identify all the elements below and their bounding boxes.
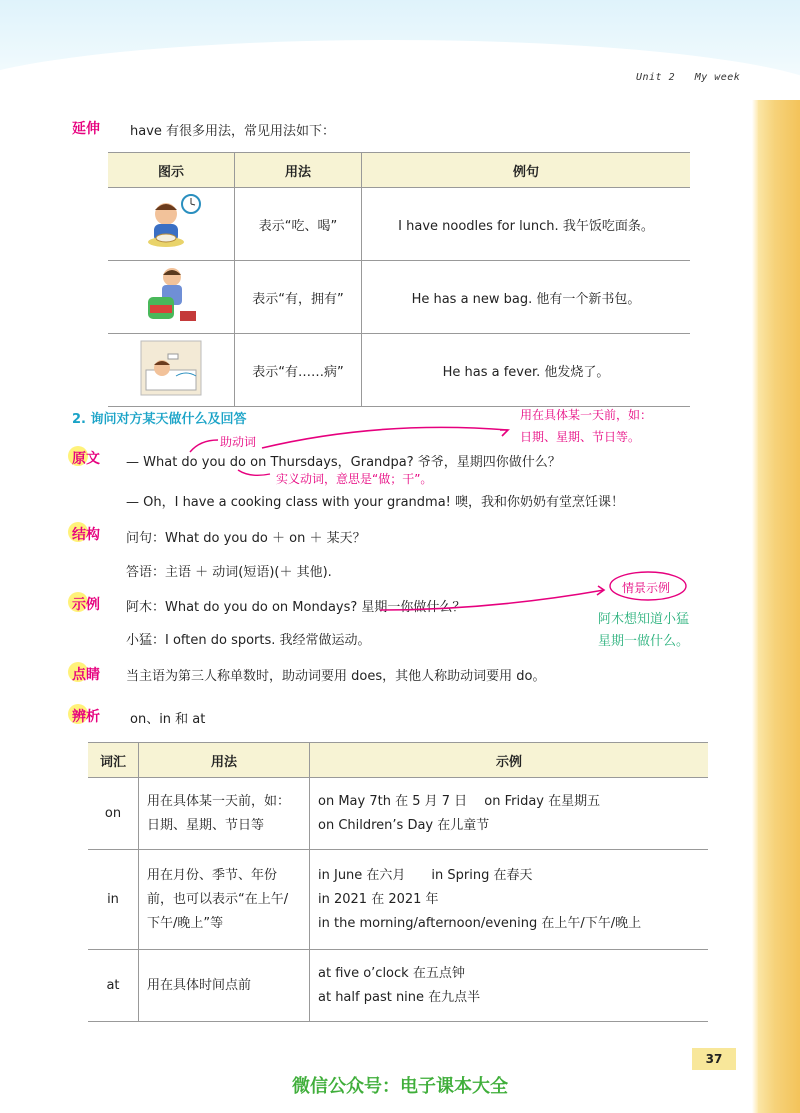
- usage-cell: 表示“吃、喝”: [235, 188, 362, 261]
- scene-note-line-1: 阿木想知道小猛: [598, 612, 690, 627]
- usage-cell: 用在月份、季节、年份前，也可以表示“在上午/下午/晚上”等: [139, 850, 310, 950]
- scene-note-line-2: 星期一做什么。: [598, 634, 690, 649]
- aux-verb-note: 助动词: [220, 435, 257, 449]
- original-tag: 原文: [72, 448, 100, 468]
- page-number: 37: [692, 1048, 736, 1070]
- word-cell: in: [88, 850, 139, 950]
- example-line: in 2021 在 2021 年: [318, 891, 439, 907]
- section-title: 2. 询问对方某天做什么及回答: [72, 412, 247, 427]
- word-cell: at: [88, 950, 139, 1022]
- example-line: on Children’s Day 在儿童节: [318, 817, 490, 833]
- scene-bubble-label: 情景示例: [622, 581, 671, 595]
- structure-question: 问句：What do you do ＋ on ＋ 某天？: [126, 531, 366, 546]
- word-cell: on: [88, 778, 139, 850]
- example-line-1: 阿木：What do you do on Mondays? 星期一你做什么？: [126, 600, 466, 615]
- example-cell: I have noodles for lunch. 我午饭吃面条。: [362, 188, 691, 261]
- example-cell: He has a new bag. 他有一个新书包。: [362, 261, 691, 334]
- extend-tag: 延伸: [72, 118, 100, 138]
- example-line: in the morning/afternoon/evening 在上午/下午/晚上: [318, 915, 642, 931]
- footer-watermark: 微信公众号：电子课本大全: [292, 1076, 508, 1097]
- example-line: in June 在六月 in Spring 在春天: [318, 867, 533, 883]
- point-tag: 点睛: [72, 664, 100, 684]
- structure-tag: 结构: [72, 524, 100, 544]
- col-header-example: 示例: [310, 743, 709, 778]
- main-verb-arrow: [238, 470, 270, 475]
- example-line: on May 7th 在 5 月 7 日 on Friday 在星期五: [318, 793, 601, 809]
- col-header-usage: 用法: [139, 743, 310, 778]
- aux-verb-arrow: [190, 440, 218, 452]
- point-text: 当主语为第三人称单数时，助动词要用 does，其他人称助动词要用 do。: [126, 669, 546, 684]
- example-line: at five o’clock 在五点钟: [318, 965, 465, 981]
- example-line: at half past nine 在九点半: [318, 989, 481, 1005]
- col-header-example: 例句: [362, 153, 691, 188]
- unit-number: Unit 2: [636, 72, 676, 83]
- analysis-intro: on、in 和 at: [130, 712, 206, 727]
- usage-cell: 表示“有……病”: [235, 334, 362, 407]
- on-note-line-2: 日期、星期、节日等。: [520, 430, 641, 444]
- original-line-1: — What do you do on Thursdays，Grandpa? 爷爷，星期四你做什么？: [126, 455, 561, 470]
- unit-title: My week: [694, 72, 741, 83]
- on-note-arrow: [262, 427, 508, 448]
- col-header-image: 图示: [108, 153, 235, 188]
- example-tag: 示例: [72, 594, 100, 614]
- usage-cell: 用在具体时间点前: [139, 950, 310, 1022]
- extend-intro: have 有很多用法，常见用法如下：: [130, 124, 336, 139]
- example-cell: He has a fever. 他发烧了。: [362, 334, 691, 407]
- on-note-line-1: 用在具体某一天前，如：: [520, 408, 653, 422]
- scene-note-arrow: [380, 590, 604, 610]
- main-verb-note: 实义动词，意思是“做；干”。: [276, 472, 433, 486]
- col-header-usage: 用法: [235, 153, 362, 188]
- usage-cell: 用在具体某一天前，如：日期、星期、节日等: [139, 778, 310, 850]
- col-header-word: 词汇: [88, 743, 139, 778]
- original-line-2: — Oh，I have a cooking class with your grandma! 噢，我和你奶奶有堂烹饪课！: [126, 495, 625, 510]
- structure-answer: 答语：主语 ＋ 动词(短语)(＋ 其他).: [126, 565, 332, 580]
- example-line-2: 小猛：I often do sports. 我经常做运动。: [126, 633, 371, 648]
- usage-cell: 表示“有，拥有”: [235, 261, 362, 334]
- analysis-tag: 辨析: [72, 706, 100, 726]
